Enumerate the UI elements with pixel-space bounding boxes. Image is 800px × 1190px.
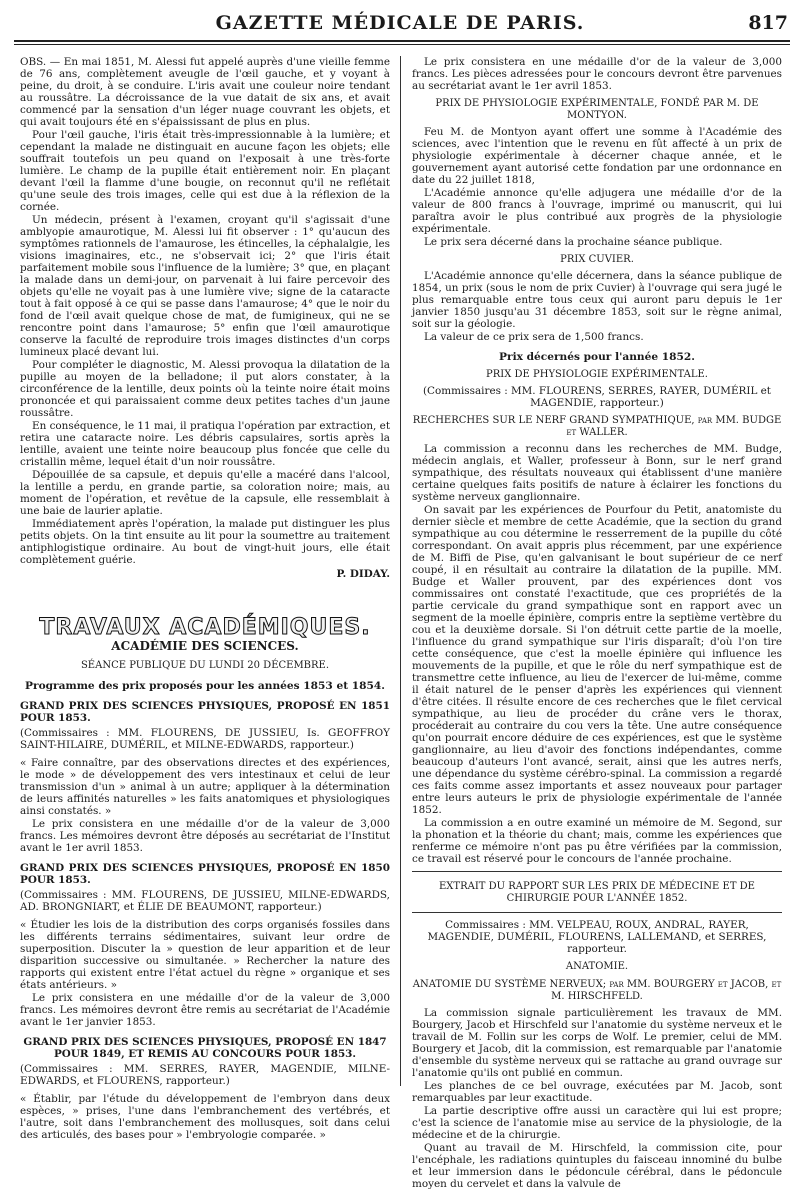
montyon-paragraph: Feu M. de Montyon ayant offert une somme à l'Académie des sciences, avec l'intention que le revenu en fût affecté à un prix de physiologie expérimentale à décerner chaque année, et le gouvernement ayant autorisé cette fondation par une ordonnance en date du 22 juillet 1818, xyxy=(412,126,782,186)
prize-block xyxy=(20,1036,390,1141)
montyon-paragraph: Le prix sera décerné dans la prochaine séance publique. xyxy=(424,236,723,248)
cuvier-heading: PRIX CUVIER. xyxy=(560,254,634,265)
prize-title: GRAND PRIX DES SCIENCES PHYSIQUES, PROPOSÉ EN 1851 POUR 1853. xyxy=(20,700,390,724)
extract-heading: EXTRAIT DU RAPPORT SUR LES PRIX DE MÉDECINE ET DE CHIRURGIE POUR L'ANNÉE 1852. xyxy=(439,881,755,904)
prize-commission: (Commissaires : MM. FLOURENS, DE JUSSIEU, Is. GEOFFROY SAINT-HILAIRE, DUMÉRIL, et MILNE-EDWARDS, rapporteur.) xyxy=(20,727,390,751)
right-column xyxy=(412,56,782,1190)
section-title: TRAVAUX ACADÉMIQUES. xyxy=(39,615,371,640)
anatomy-paragraph: La commission signale particulièrement les travaux de MM. Bourgery, Jacob et Hirschfeld sur l'anatomie du système nerveux et le travail de M. Follin sur les corps de Wolf. Le premier, celui de MM. Bourgery et Jacob, dit la commission, est remarquable par l'anatomie d'ensemble du système nerveux qui se rattache au grand ouvrage sur l'anatomie qu'ils ont publié en commun. xyxy=(412,1007,782,1079)
academy-heading: ACADÉMIE DES SCIENCES. xyxy=(111,639,299,653)
prize-text: Le prix consistera en une médaille d'or de la valeur de 3,000 francs. Les mémoires devront être déposés au secrétariat de l'Institut avant le 1er avril 1853. xyxy=(20,818,390,854)
prize-quote: « Étudier les lois de la distribution des corps organisés fossiles dans les différents terrains sédimentaires, suivant leur ordre de superposition. Discuter la » question de leur apparition et de leur disparition successive ou simultanée. » Rechercher la nature des rapports qui existent entre l'état actuel du règne » organique et ses états antérieurs. » xyxy=(20,919,390,991)
extract-box xyxy=(412,871,782,913)
physiology-heading: PRIX DE PHYSIOLOGIE EXPÉRIMENTALE. xyxy=(486,369,708,380)
prize-quote: « Établir, par l'étude du développement de l'embryon dans deux espèces, » prises, l'une dans l'embranchement des vertébrés, et l'autre, soit dans l'embranchement des mollusques, soit dans celui des articulés, des bases pour » l'embryologie comparée. » xyxy=(20,1093,390,1141)
nerve-research-heading: RECHERCHES SUR LE NERF GRAND SYMPATHIQUE, par MM. BUDGE et WALLER. xyxy=(412,415,782,438)
observation-paragraph: OBS. — En mai 1851, M. Alessi fut appelé auprès d'une vieille femme de 76 ans, complètement aveugle de l'œil gauche, et y voyant à peine, du droit, à se conduire. L'iris avait une couleur noire tendant au roussâtre. La décroissance de la vue datait de six ans, et avait commencé par la sensation d'un léger nuage couvrant les objets, et qui avait toujours été en s'épaississant de plus en plus. xyxy=(20,56,390,128)
prize-text: Le prix consistera en une médaille d'or de la valeur de 3,000 francs. Les pièces adressées pour le concours devront être parvenues au secrétariat avant le 1er avril 1853. xyxy=(412,56,782,92)
observation-paragraph: Pour compléter le diagnostic, M. Alessi provoqua la dilatation de la pupille au moyen de la belladone; il put alors constater, à la circonférence de la lentille, deux points où la teinte noire était moins prononcée et qui paraissaient comme deux petites taches d'un jaune roussâtre. xyxy=(20,359,390,419)
montyon-paragraph: L'Académie annonce qu'elle adjugera une médaille d'or de la valeur de 800 francs à l'ouvrage, imprimé ou manuscrit, qui lui paraîtra avoir le plus contribué aux progrès de la physiologie expérimentale. xyxy=(412,187,782,235)
nerve-paragraph: La commission a en outre examiné un mémoire de M. Segond, sur la phonation et la théorie du chant; mais, comme les expériences que renferme ce mémoire n'ont pas pu être vérifiées par la commission, ce travail est réservé pour le concours de l'année prochaine. xyxy=(412,817,782,865)
author-signature: P. DIDAY. xyxy=(336,568,390,580)
anatomy-paragraph: La partie descriptive offre aussi un caractère qui lui est propre; c'est la science de l'anatomie mise au service de la physiologie, de la médecine et de la chirurgie. xyxy=(412,1105,782,1141)
cuvier-paragraph: La valeur de ce prix sera de 1,500 francs. xyxy=(424,331,644,343)
anatomy-subheading: ANATOMIE DU SYSTÈME NERVEUX; par MM. BOURGERY et JACOB, et M. HIRSCHFELD. xyxy=(412,979,782,1002)
nerve-paragraph: On savait par les expériences de Pourfour du Petit, anatomiste du dernier siècle et membre de cette Académie, que la section du grand sympathique au cou détermine le resserrement de la pupille du côté correspondant. On avait appris plus récemment, par une expérience de M. Biffi de Pise, qu'en galvanisant le bout supérieur de ce nerf coupé, il en résultait au contraire la dilatation de la pupille. MM. Budge et Waller prouvent, par des expériences dont vos commissaires ont constaté l'exactitude, que ces propriétés de la partie cervicale du grand sympathique sont en rapport avec un segment de la moelle épinière, compris entre la septième vertèbre du cou et la deuxième dorsale. Si l'on détruit cette partie de la moelle, l'influence du grand sympathique sur l'iris disparaît; d'où l'on tire cette conséquence, que c'est la moelle épinière qui influence les mouvements de la pupille, et que le rôle du nerf sympathique est de transmettre cette influence, au lieu de l'exercer de lui-même, comme il était naturel de le penser d'après les expériences qui viennent d'être citées. Il résulte encore de ces recherches que le filet cervical sympathique, au lieu de procéder du crâne vers le thorax, procéderait au contraire du cou vers la tête. Une autre conséquence qu'on pourrait encore déduire de ces expériences, est que le système ganglionnaire, au lieu d'avoir des fonctions indépendantes, comme beaucoup d'auteurs l'ont avancé, serait, ainsi que les autres nerfs, une dépendance du système cérébro-spinal. La commission a regardé ces faits comme assez importants et assez nouveaux pour partager entre leurs auteurs le prix de physiologie expérimentale de l'année 1852. xyxy=(412,504,782,816)
prize-title: GRAND PRIX DES SCIENCES PHYSIQUES, PROPOSÉ EN 1850 POUR 1853. xyxy=(20,862,390,886)
observation-paragraph: Pour l'œil gauche, l'iris était très-impressionnable à la lumière; et cependant la malade ne distinguait en aucune façon les objets; elle souffrait toutefois un peu quand on l'exposait à une très-forte lumière. Le champ de la pupille était entièrement noir. En plaçant devant l'œil la flamme d'une bougie, on reconnut qu'il ne reflétait qu'une seule des trois images, celle qui est due à la réflexion de la cornée. xyxy=(20,129,390,213)
page-number: 817 xyxy=(748,12,788,34)
column-divider xyxy=(400,56,401,1086)
prize-text: Le prix consistera en une médaille d'or de la valeur de 3,000 francs. Les mémoires devront être remis au secrétariat de l'Académie avant le 1er janvier 1853. xyxy=(20,992,390,1028)
anatomy-paragraph: Quant au travail de M. Hirschfeld, la commission cite, pour l'encéphale, les radiations quintuples du faisceau innominé du bulbe et leur immersion dans le pédoncule cérébral, dans le pédoncule moyen du cervelet et dans la valvule de xyxy=(412,1142,782,1190)
observation-paragraph: Dépouillée de sa capsule, et depuis qu'elle a macéré dans l'alcool, la lentille a perdu, en grande partie, sa coloration noire; mais, au moment de l'opération, et revêtue de la capsule, elle ressemblait à une baie de laurier aplatie. xyxy=(20,469,390,517)
prize-block xyxy=(20,862,390,1028)
header-rule-top xyxy=(14,40,790,42)
prize-block xyxy=(20,700,390,854)
observation-paragraph: En conséquence, le 11 mai, il pratiqua l'opération par extraction, et retira une cataracte noire. Les débris capsulaires, sortis après la lentille, avaient une teinte noire beaucoup plus foncée que celle du cristallin même, lequel était d'un noir roussâtre. xyxy=(20,420,390,468)
cuvier-paragraph: L'Académie annonce qu'elle décernera, dans la séance publique de 1854, un prix (sous le nom de prix Cuvier) à l'ouvrage qui sera jugé le plus remarquable entre tous ceux qui auront paru depuis le 1er janvier 1850 jusqu'au 31 décembre 1853, soit sur le règne animal, soit sur la géologie. xyxy=(412,270,782,330)
header-rule-bottom xyxy=(14,44,790,45)
nerve-paragraph: La commission a reconnu dans les recherches de MM. Budge, médecin anglais, et Waller, professeur à Bonn, sur le nerf grand sympathique, des résultats nouveaux qui établissent d'une manière certaine quelques faits positifs de nature à éclairer les fonctions du système nerveux ganglionnaire. xyxy=(412,443,782,503)
observation-paragraph: Un médecin, présent à l'examen, croyant qu'il s'agissait d'une amblyopie amaurotique, M. Alessi lui fit observer : 1° qu'aucun des symptômes rationnels de l'amaurose, les étincelles, la céphalalgie, les visions imaginaires, etc., ne s'observait ici; 2° que l'iris était parfaitement mobile sous l'influence de la lumière; 3° que, en plaçant la malade dans un demi-jour, on parvenait à lui faire percevoir des objets qu'elle ne voyait pas à une lumière vive; signe de la cataracte tout à fait opposé à ce qui se passe dans l'amaurose; 4° que le noir du fond de l'œil avait quelque chose de mat, de fumigineux, qui ne se rencontre point dans l'amaurose; 5° enfin que l'œil amaurotique conserve la faculté de reproduire trois images distinctes d'un corps lumineux placé devant lui. xyxy=(20,214,390,358)
left-column xyxy=(20,56,390,1141)
observation-paragraph: Immédiatement après l'opération, la malade put distinguer les plus petits objets. On la tint ensuite au lit pour la soumettre au traitement antiphlogistique ordinaire. Au bout de vingt-huit jours, elle était complètement guérie. xyxy=(20,518,390,566)
physiology-commission: (Commissaires : MM. FLOURENS, SERRES, RAYER, DUMÉRIL et MAGENDIE, rapporteur.) xyxy=(423,385,771,409)
programme-heading: Programme des prix proposés pour les années 1853 et 1854. xyxy=(25,680,385,692)
awarded-heading: Prix décernés pour l'année 1852. xyxy=(499,351,695,363)
prize-commission: (Commissaires : MM. FLOURENS, DE JUSSIEU, MILNE-EDWARDS, AD. BRONGNIART, et ÉLIE DE BEAUMONT, rapporteur.) xyxy=(20,889,390,913)
montyon-heading: PRIX DE PHYSIOLOGIE EXPÉRIMENTALE, FONDÉ PAR M. DE MONTYON. xyxy=(435,98,759,121)
anatomy-paragraph: Les planches de ce bel ouvrage, exécutées par M. Jacob, sont remarquables par leur exactitude. xyxy=(412,1080,782,1104)
journal-title: GAZETTE MÉDICALE DE PARIS. xyxy=(215,12,585,34)
prize-title: GRAND PRIX DES SCIENCES PHYSIQUES, PROPOSÉ EN 1847 POUR 1849, ET REMIS AU CONCOURS POUR 1853. xyxy=(23,1036,387,1060)
anatomy-heading: ANATOMIE. xyxy=(565,961,629,972)
prize-quote: « Faire connaître, par des observations directes et des expériences, le mode » de développement des vers intestinaux et celui de leur transmission d'un » animal à un autre; appliquer à la détermination de leurs affinités naturelles » les faits anatomiques et physiologiques ainsi constatés. » xyxy=(20,757,390,817)
page-header xyxy=(0,10,800,38)
extract-commission: Commissaires : MM. VELPEAU, ROUX, ANDRAL, RAYER, MAGENDIE, DUMÉRIL, FLOURENS, LALLEMAND, et SERRES, rapporteur. xyxy=(427,919,767,955)
session-heading: SÉANCE PUBLIQUE DU LUNDI 20 DÉCEMBRE. xyxy=(80,660,330,671)
prize-commission: (Commissaires : MM. SERRES, RAYER, MAGENDIE, MILNE-EDWARDS, et FLOURENS, rapporteur.) xyxy=(20,1063,390,1087)
